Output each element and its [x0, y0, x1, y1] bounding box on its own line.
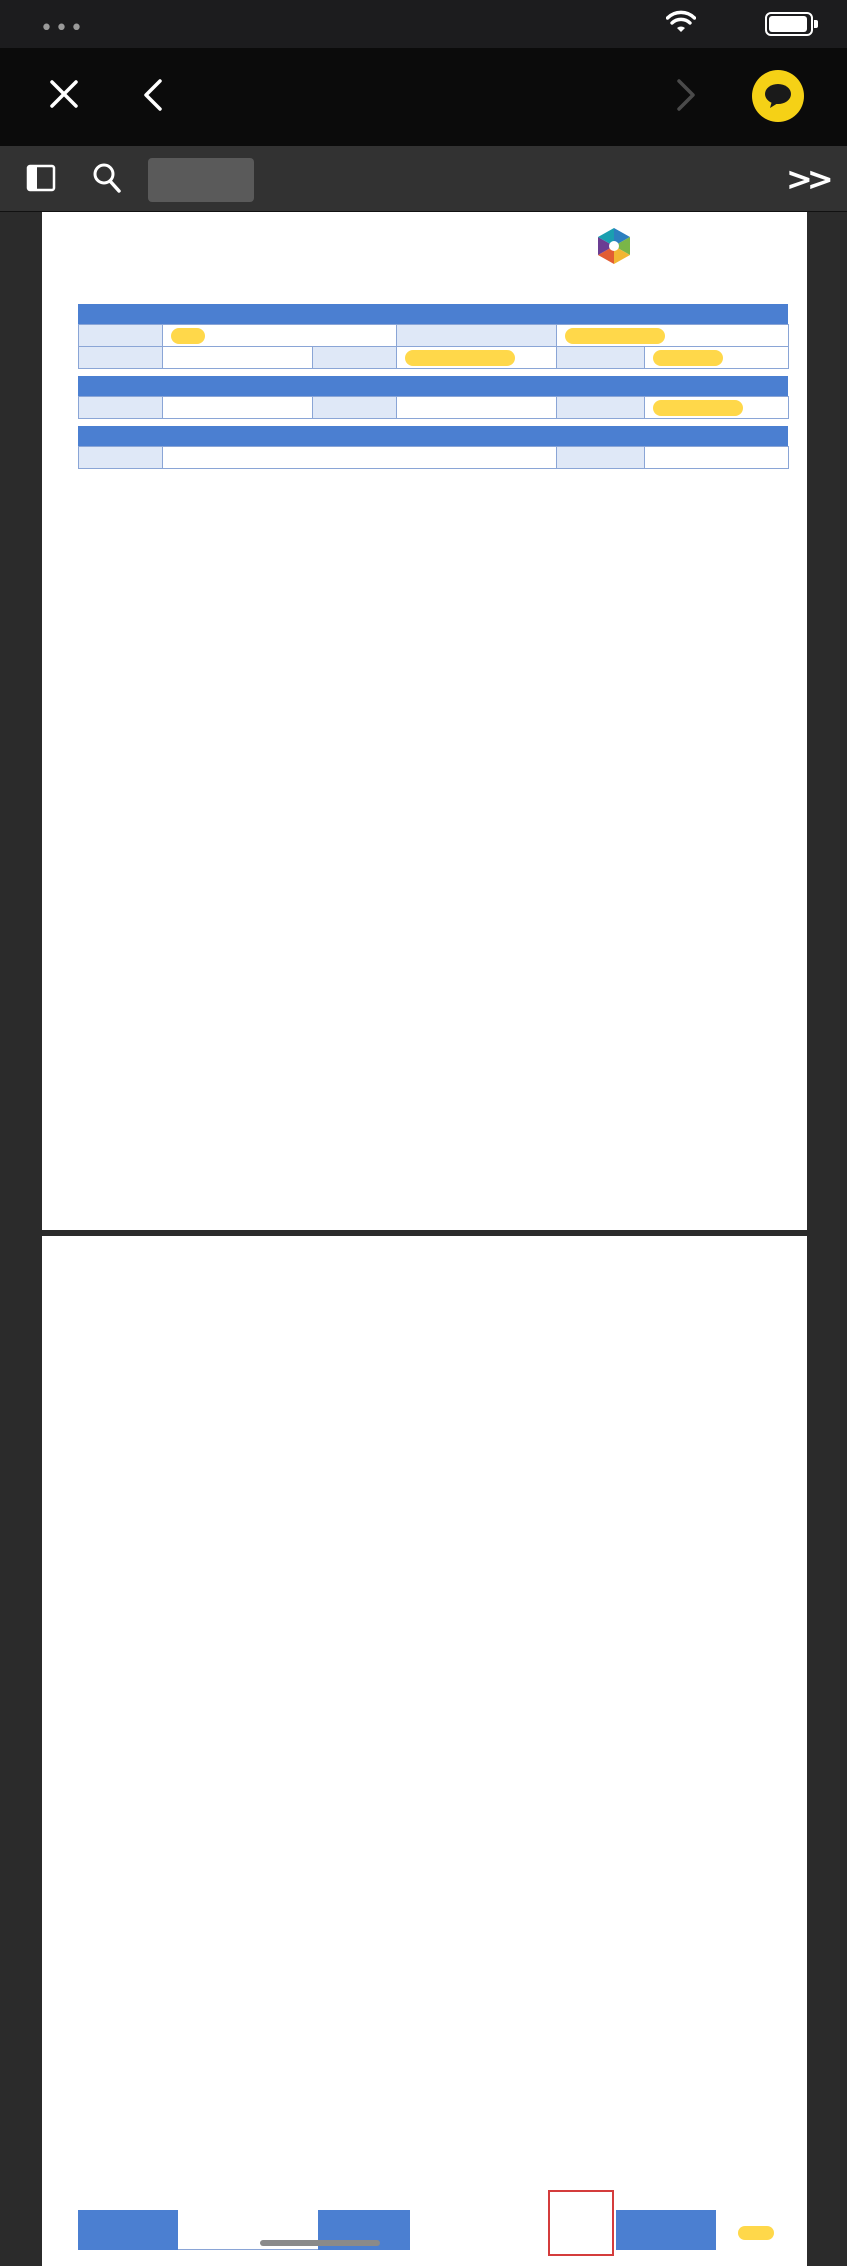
amount-value [645, 447, 789, 469]
pdf-page-1 [42, 212, 807, 1230]
status-table [78, 446, 789, 469]
holder-label [557, 347, 645, 369]
bank-value [163, 347, 313, 369]
battery-icon [765, 12, 813, 36]
pdf-page-2 [42, 1236, 807, 2266]
maker-value [163, 397, 313, 419]
page-number-input[interactable] [148, 158, 254, 202]
maker-label [79, 397, 163, 419]
model-label [313, 397, 397, 419]
section-customer [78, 304, 788, 324]
name-value [163, 325, 397, 347]
mobile-label [397, 325, 557, 347]
model-value [397, 397, 557, 419]
bank-label [79, 347, 163, 369]
customer-signature [716, 2210, 788, 2250]
close-icon[interactable] [46, 76, 82, 112]
company-info [410, 2210, 560, 2250]
sidebar-toggle-icon[interactable] [26, 164, 56, 192]
name-label [79, 325, 163, 347]
forward-chevron-icon[interactable] [675, 78, 697, 112]
wifi-icon [666, 10, 696, 36]
scroll-indicator[interactable] [260, 2240, 380, 2246]
back-chevron-icon[interactable] [142, 78, 164, 112]
section-status [78, 426, 788, 446]
more-dots-icon: ••• [40, 16, 85, 41]
chat-button[interactable] [752, 70, 804, 122]
imei-value [645, 397, 789, 419]
contract-date-label [78, 2210, 178, 2250]
search-icon[interactable] [92, 162, 122, 194]
mobile-value [557, 325, 789, 347]
customer-table [78, 324, 789, 369]
pdf-viewer[interactable] [0, 212, 847, 2266]
assurant-logo [594, 226, 784, 272]
pdf-toolbar [0, 146, 847, 212]
assurant-logo-icon [594, 226, 634, 266]
customer-name-label [616, 2210, 716, 2250]
status-bar [0, 0, 847, 48]
account-label [313, 347, 397, 369]
company-seal-stamp [548, 2190, 614, 2256]
account-value [397, 347, 557, 369]
holder-value [645, 347, 789, 369]
browser-header [0, 48, 847, 146]
signature-row [78, 2210, 788, 2250]
chat-bubble-icon [752, 70, 804, 122]
expand-toolbar-icon[interactable]: >> [786, 160, 828, 198]
imei-label [557, 397, 645, 419]
product-table [78, 396, 789, 419]
grade-label [79, 447, 163, 469]
grade-value [163, 447, 557, 469]
section-product [78, 376, 788, 396]
amount-label [557, 447, 645, 469]
